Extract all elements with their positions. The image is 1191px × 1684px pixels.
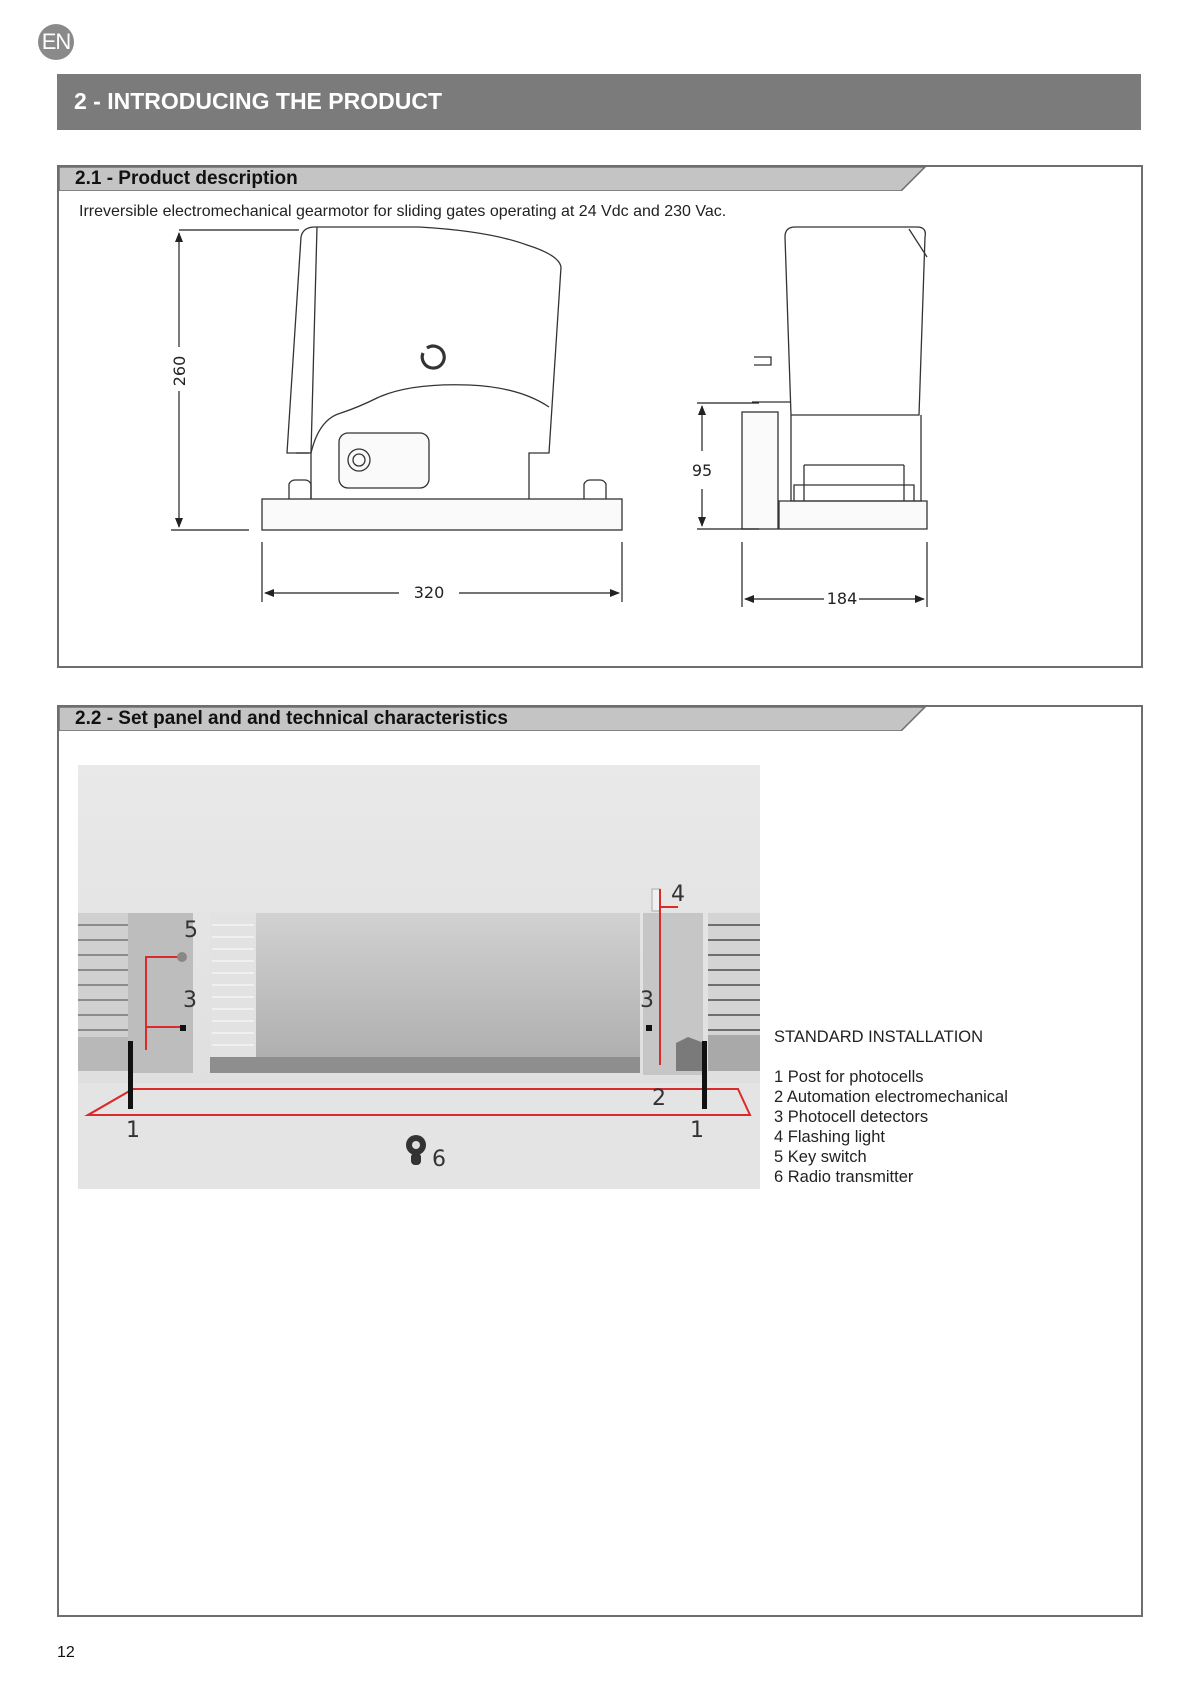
- label-post-left: 1: [126, 1118, 140, 1143]
- legend-item: 5 Key switch: [774, 1148, 867, 1166]
- label-key-switch: 5: [184, 918, 198, 943]
- legend-title: STANDARD INSTALLATION: [774, 1028, 984, 1046]
- legend-item: 2 Automation electromechanical: [774, 1088, 1008, 1106]
- product-dimension-drawing: [59, 207, 1139, 667]
- section-tab: [59, 167, 929, 191]
- product-description-text: Irreversible electromechanical gearmotor for sliding gates operating at 24 Vdc and 230 Vac.: [79, 203, 727, 220]
- legend-item: 4 Flashing light: [774, 1128, 885, 1146]
- installation-legend: [774, 1027, 1008, 1187]
- section-title: 2.2 - Set panel and and technical characteristics: [75, 708, 508, 729]
- sliding-gate: [210, 913, 640, 1073]
- label-photocell-right: 3: [640, 988, 654, 1013]
- base-height-dimension: 95: [691, 461, 713, 480]
- label-radio-transmitter: 6: [432, 1147, 446, 1172]
- section-set-panel: [57, 705, 1143, 1617]
- legend-item: 6 Radio transmitter: [774, 1168, 914, 1186]
- label-flashing-light: 4: [671, 882, 685, 907]
- label-photocell-left: 3: [183, 988, 197, 1013]
- installation-photo: [78, 765, 760, 1189]
- page-number: 12: [57, 1644, 75, 1661]
- legend-item: 3 Photocell detectors: [774, 1108, 929, 1126]
- photocell-right: [646, 1025, 652, 1031]
- chapter-header: [57, 74, 1141, 130]
- language-badge: EN: [38, 24, 74, 60]
- photocell-left: [180, 1025, 186, 1031]
- left-fence: [78, 913, 128, 1071]
- flashing-light: [652, 889, 660, 911]
- legend-item: 1 Post for photocells: [774, 1068, 924, 1086]
- automation-motor: [676, 1037, 706, 1071]
- label-automation: 2: [652, 1086, 666, 1111]
- section-tab: [59, 707, 929, 731]
- height-dimension: 260: [170, 355, 189, 387]
- key-switch: [177, 952, 187, 962]
- section-product-description: [57, 165, 1143, 668]
- label-post-right: 1: [690, 1118, 704, 1143]
- right-fence: [708, 913, 760, 1071]
- gearmotor-front-view: [262, 227, 622, 530]
- gearmotor-side-view: [742, 227, 927, 529]
- dimension-lines: [171, 230, 927, 607]
- depth-dimension: 184: [826, 589, 858, 608]
- chapter-title: 2 - INTRODUCING THE PRODUCT: [74, 88, 442, 114]
- photocell-post-left: [128, 1041, 133, 1109]
- section-title: 2.1 - Product description: [75, 168, 298, 189]
- width-dimension: 320: [413, 583, 445, 602]
- photocell-post-right: [702, 1041, 707, 1109]
